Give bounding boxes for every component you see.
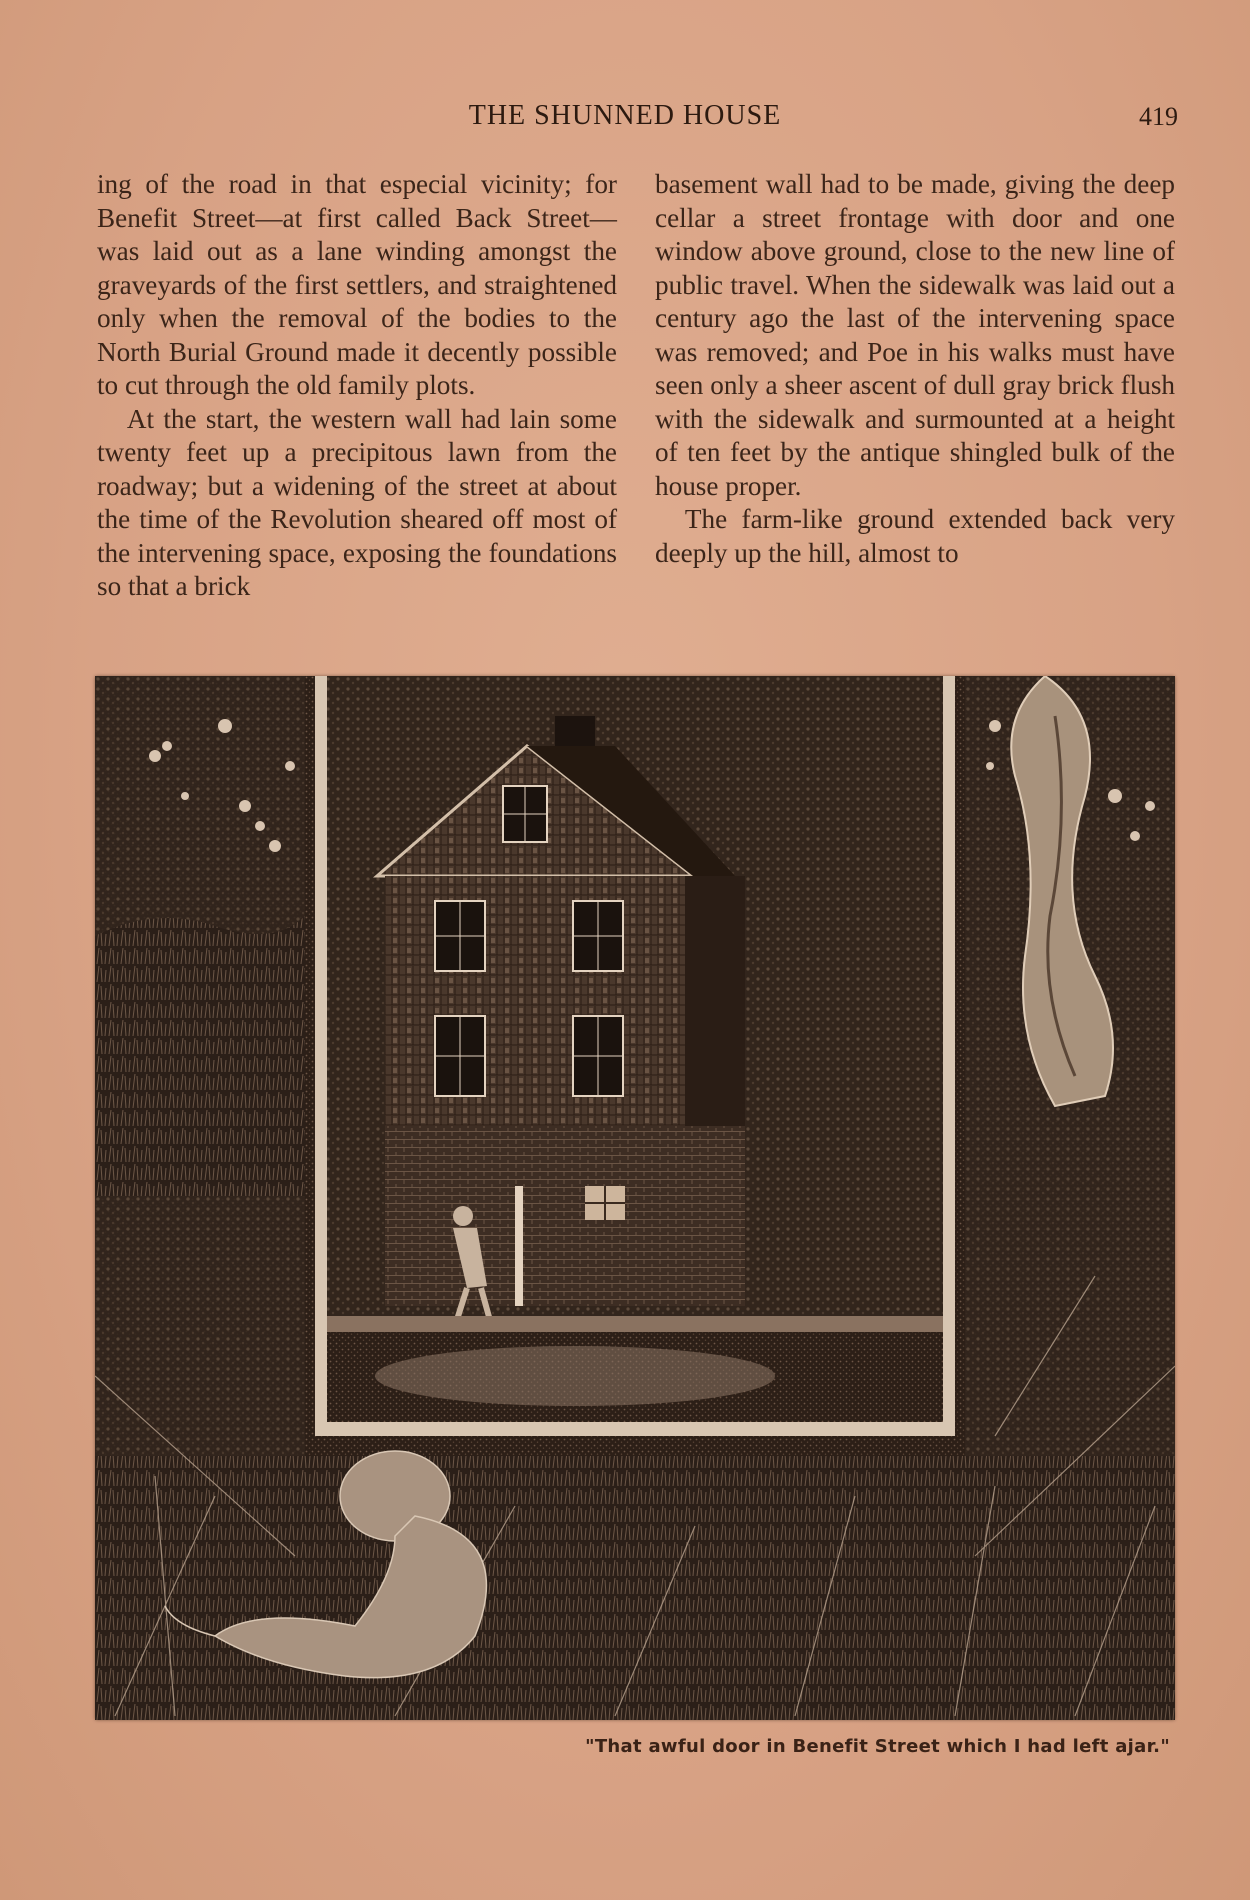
illustration-artwork [95,676,1175,1720]
column-left [97,168,617,650]
paragraph: At the start, the western wall had lain some twenty feet up a precipitous lawn from the roadway; but a widening of the street at about the time of the Revolution sheared off most of the intervening space, exposing the foundations so that a brick [97,403,617,601]
cellar-door [515,1186,523,1306]
body-text [97,168,1175,650]
running-head [0,100,1250,140]
illustration [95,676,1175,1720]
page-number: 419 [1139,102,1178,131]
paragraph: The farm-like ground extended back very deeply up the hill, almost to [655,504,1175,568]
paragraph: basement wall had to be made, giving the deep cellar a street frontage with door and one window above ground, close to the new line of public travel. When the sidewalk was laid out a century ago the last of the intervening space was removed; and Poe in his walks must have seen only a sheer ascent of dull gray brick flush with the sidewalk and surmounted at a height of ten feet by the antique shingled bulk of the house proper. [655,169,1175,501]
running-title: THE SHUNNED HOUSE [468,100,782,131]
column-right [655,168,1175,650]
paragraph: ing of the road in that especial vicinity; for Benefit Street—at first called Back Street—was laid out as a lane winding amongst the graveyards of the first settlers, and straightened only when the removal of the bodies to the North Burial Ground made it decently possible to cut through the old family plots. [97,169,617,400]
illustration-caption: "That awful door in Benefit Street which I had left ajar." [585,1736,1170,1757]
